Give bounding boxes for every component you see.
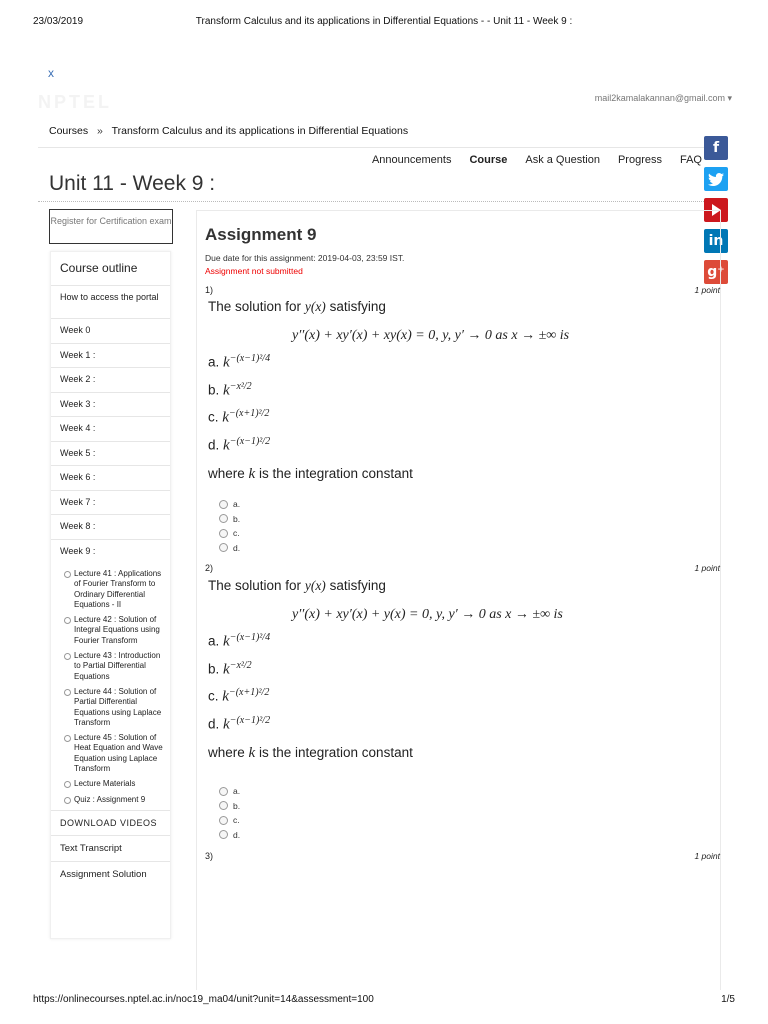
- close-icon[interactable]: x: [48, 66, 54, 80]
- user-menu[interactable]: mail2kamalakannan@gmail.com ▾: [594, 93, 732, 103]
- register-certification-button[interactable]: Register for Certification exam: [49, 209, 173, 244]
- question-1: [208, 299, 569, 483]
- question-2-radio-b[interactable]: b.: [219, 799, 240, 814]
- print-url: https://onlinecourses.nptel.ac.in/noc19_ma04/unit?unit=14&assessment=100: [33, 994, 374, 1005]
- due-date: Due date for this assignment: 2019-04-03, 23:59 IST.: [205, 253, 405, 263]
- sidebar-item-week-5[interactable]: Week 5 :: [51, 442, 170, 467]
- question-1-option-c: c. $k^{-(x+1)^2/2}$: [208, 408, 270, 426]
- unit-status-icon: [64, 781, 71, 788]
- print-header: [0, 16, 768, 30]
- lecture-45-label: Lecture 45 : Solution of Heat Equation and Wave Equation using Laplace Transform: [74, 733, 163, 774]
- breadcrumb-course[interactable]: Transform Calculus and its applications in Differential Equations: [111, 125, 409, 137]
- sidebar-item-week-9[interactable]: Week 9 :: [60, 545, 96, 556]
- assignment-title: Assignment 9: [205, 225, 317, 244]
- sidebar-item-week-1[interactable]: Week 1 :: [51, 344, 170, 369]
- sidebar-item-week-3[interactable]: Week 3 :: [51, 393, 170, 418]
- download-videos-link[interactable]: DOWNLOAD VIDEOS: [51, 811, 170, 836]
- lecture-44-link[interactable]: [51, 687, 170, 728]
- radio-button[interactable]: [219, 816, 228, 825]
- breadcrumb: [49, 125, 414, 137]
- question-2-lead-tail: satisfying: [329, 578, 386, 593]
- sidebar-item-week-2[interactable]: Week 2 :: [51, 368, 170, 393]
- question-2-where: where k is the integration constant: [208, 745, 413, 761]
- google-plus-icon[interactable]: g⁺: [704, 260, 728, 284]
- question-1-radio-d[interactable]: d.: [219, 541, 240, 556]
- question-1-radio-a[interactable]: a.: [219, 497, 240, 512]
- header-divider: [38, 147, 718, 148]
- radio-button[interactable]: [219, 801, 228, 810]
- unit-status-icon: [64, 571, 71, 578]
- question-2-option-a: a. $k^{-(x-1)^2/4}$: [208, 632, 271, 650]
- question-2-lead-text: The solution for: [208, 578, 302, 593]
- question-1-radio-b[interactable]: b.: [219, 512, 240, 527]
- unit-status-icon: [64, 653, 71, 660]
- question-1-choices: [219, 497, 240, 555]
- question-3-points: 1 point: [694, 851, 720, 861]
- lecture-41-link[interactable]: [51, 569, 170, 610]
- question-1-points: 1 point: [694, 285, 720, 295]
- question-2-number: 2): [205, 563, 214, 573]
- lecture-45-link[interactable]: [51, 733, 170, 774]
- question-2-equation: y′′(x) + xy′(x) + y(x) = 0, y, y′ → 0 as x → ±∞ is: [292, 607, 563, 622]
- question-1-number: 1): [205, 285, 214, 295]
- question-2-radio-d[interactable]: d.: [219, 828, 240, 843]
- unit-status-icon: [64, 617, 71, 624]
- radio-button[interactable]: [219, 830, 228, 839]
- sidebar-item-week-4[interactable]: Week 4 :: [51, 417, 170, 442]
- question-1-lead-text: The solution for: [208, 299, 302, 314]
- page-title: Unit 11 - Week 9 :: [49, 172, 216, 195]
- breadcrumb-separator: »: [97, 125, 103, 137]
- question-2-choices: [219, 784, 240, 842]
- week-9-lectures: [51, 564, 170, 811]
- tab-announcements[interactable]: Announcements: [371, 154, 452, 166]
- question-2-var: y(x): [304, 578, 326, 593]
- quiz-assignment-9-label: Quiz : Assignment 9: [74, 794, 146, 804]
- unit-status-icon: [64, 797, 71, 804]
- question-1-option-d: d. $k^{-(x-1)^2/2}$: [208, 435, 271, 453]
- question-3-number: 3): [205, 851, 214, 861]
- question-2-radio-c[interactable]: c.: [219, 813, 240, 828]
- sidebar-item-week-8[interactable]: Week 8 :: [51, 515, 170, 540]
- course-outline-title: Course outline: [51, 252, 170, 286]
- question-2-lead: [208, 578, 563, 594]
- logo: NPTEL: [38, 92, 113, 112]
- radio-button[interactable]: [219, 514, 228, 523]
- question-1-lead-tail: satisfying: [329, 299, 386, 314]
- tab-faq[interactable]: FAQ: [679, 154, 702, 166]
- submission-status: Assignment not submitted: [205, 266, 303, 276]
- sidebar-item-week-6[interactable]: Week 6 :: [51, 466, 170, 491]
- lecture-42-link[interactable]: [51, 615, 170, 646]
- question-2: [208, 578, 563, 762]
- linkedin-icon[interactable]: in: [704, 229, 728, 253]
- tab-progress[interactable]: Progress: [617, 154, 662, 166]
- sidebar-item-week-0[interactable]: Week 0: [51, 319, 170, 344]
- breadcrumb-courses[interactable]: Courses: [49, 125, 89, 137]
- lecture-42-label: Lecture 42 : Solution of Integral Equations using Fourier Transform: [74, 615, 160, 645]
- lecture-materials-link[interactable]: [51, 779, 170, 789]
- question-2-option-c: c. $k^{-(x+1)^2/2}$: [208, 687, 270, 705]
- lecture-materials-label: Lecture Materials: [74, 779, 136, 789]
- title-divider: [38, 201, 718, 202]
- unit-status-icon: [64, 735, 71, 742]
- unit-status-icon: [64, 689, 71, 696]
- question-2-radio-a[interactable]: a.: [219, 784, 240, 799]
- question-1-radio-c[interactable]: c.: [219, 526, 240, 541]
- lecture-44-label: Lecture 44 : Solution of Partial Differential Equations using Laplace Transform: [74, 686, 162, 727]
- course-nav: [372, 154, 702, 166]
- text-transcript-link[interactable]: Text Transcript: [51, 836, 170, 862]
- sidebar-item-week-7[interactable]: Week 7 :: [51, 491, 170, 516]
- lecture-43-link[interactable]: [51, 651, 170, 682]
- question-1-option-b: b. $k^{-x^2/2}$: [208, 380, 252, 398]
- print-page-number: 1/5: [721, 994, 735, 1005]
- print-title: Transform Calculus and its applications in Differential Equations - - Unit 11 - Week 9 :: [195, 16, 573, 27]
- question-1-option-a: a. $k^{-(x-1)^2/4}$: [208, 353, 271, 371]
- lecture-41-label: Lecture 41 : Applications of Fourier Transform to Ordinary Differential Equations - II: [74, 569, 162, 609]
- radio-button[interactable]: [219, 529, 228, 538]
- question-2-points: 1 point: [694, 563, 720, 573]
- question-1-where: where k is the integration constant: [208, 466, 413, 482]
- tab-course[interactable]: Course: [469, 154, 508, 166]
- lecture-43-label: Lecture 43 : Introduction to Partial Differential Equations: [74, 651, 161, 681]
- facebook-icon[interactable]: f: [704, 136, 728, 160]
- question-2-option-d: d. $k^{-(x-1)^2/2}$: [208, 714, 271, 732]
- radio-button[interactable]: [219, 543, 228, 552]
- radio-button[interactable]: [219, 500, 228, 509]
- twitter-icon[interactable]: [704, 167, 728, 191]
- assignment-solution-link[interactable]: Assignment Solution: [60, 868, 147, 880]
- quiz-assignment-9-link[interactable]: [51, 795, 170, 805]
- course-outline-sidebar: [50, 251, 171, 939]
- print-date: 23/03/2019: [33, 16, 84, 27]
- question-1-equation: y′′(x) + xy′(x) + xy(x) = 0, y, y′ → 0 as x → ±∞ is: [292, 328, 570, 343]
- question-1-var: y(x): [304, 299, 326, 314]
- radio-button[interactable]: [219, 787, 228, 796]
- question-1-lead: [208, 299, 569, 315]
- sidebar-item-portal[interactable]: How to access the portal: [51, 286, 170, 319]
- question-2-option-b: b. $k^{-x^2/2}$: [208, 659, 252, 677]
- tab-ask-a-question[interactable]: Ask a Question: [525, 154, 600, 166]
